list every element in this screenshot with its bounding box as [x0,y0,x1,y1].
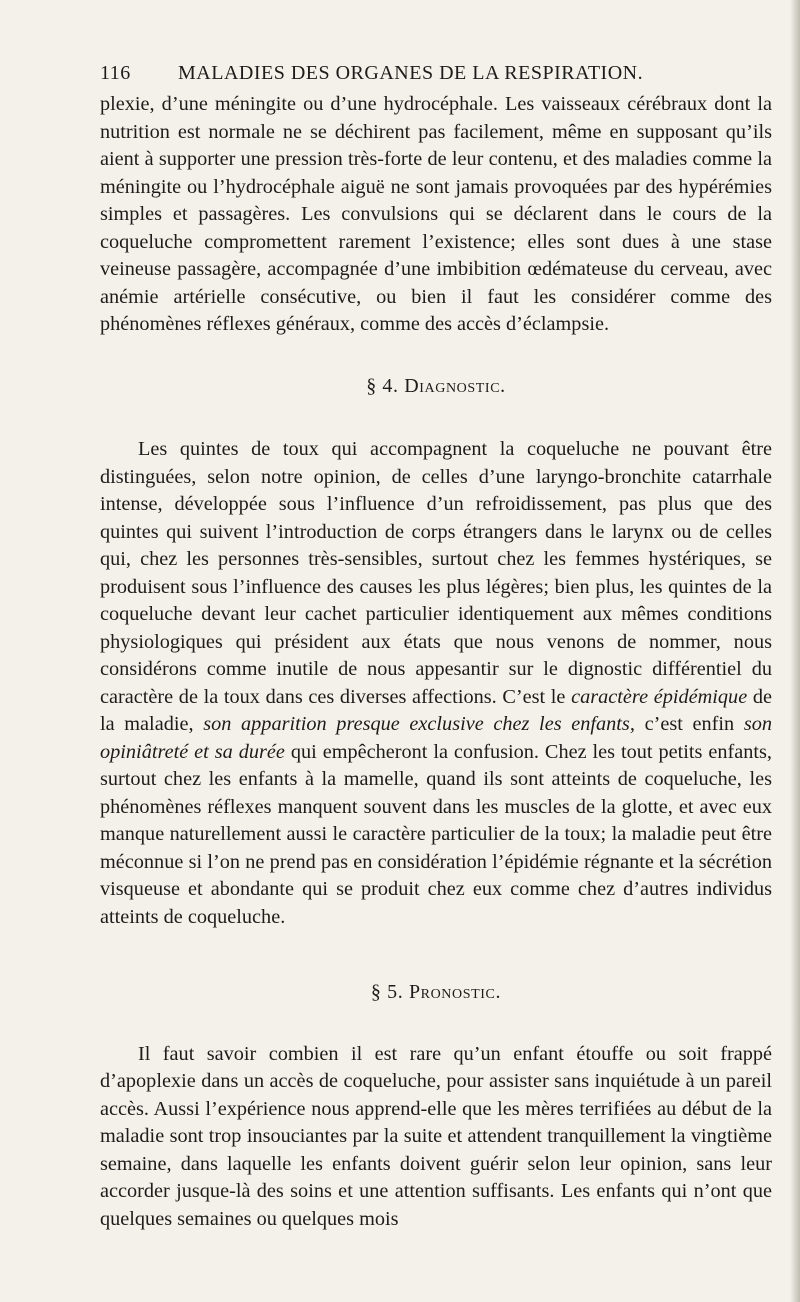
italic-phrase: son opiniâtreté et sa durée [100,713,773,763]
paragraph-continuation: plexie, d’une méningite ou d’une hydrocéphale. Les vaisseaux cérébraux dont la nutrition est normale ne se déchirent pas facilement, même en supposant qu’ils aient à supporter une pression très-forte de leur contenu, et des maladies comme la méningite ou l’hydrocéphale aiguë ne sont jamais provoquées par des hypérémies simples et passagères. Les convulsions qui se déclarent dans le cours de la coqueluche compromettent rarement l’existence; elles sont dues à une stase veineuse passagère, accompagnée d’une imbibition œdémateuse du cerveau, avec anémie artérielle consécutive, ou bien il faut les considérer comme des phénomènes réflexes généraux, comme des accès d’éclampsie. [100,93,772,335]
page-body [100,91,772,1233]
paragraph-pronostic: Il faut savoir combien il est rare qu’un enfant étouffe ou soit frappé d’apoplexie dans un accès de coqueluche, pour assister sans inquiétude à un pareil accès. Aussi l’expérience nous apprend-elle que les mères terrifiées au début de la maladie sont trop insouciantes par la suite et attendent tranquillement la vingtième semaine, dans laquelle les enfants doivent guérir selon leur opinion, sans leur accorder jusque-là des soins et une attention suffisants. Les enfants qui n’ont que quelques semaines ou quelques mois [100,1042,772,1230]
text-run: de la maladie, [100,685,773,735]
page-edge-shadow [790,0,800,1302]
section-heading-diagnostic [100,373,772,401]
section-heading-pronostic [100,979,772,1007]
paragraph-diagnostic [100,436,772,931]
page-number: 116 [100,62,131,84]
section-title: Pronostic. [408,981,502,1003]
section-title: Diagnostic. [404,374,506,397]
text-run: qui empêcheront la confusion. Chez les tout petits enfants, surtout chez les enfants à la mamelle, quand ils sont atteints de coqueluche, les phénomènes réflexes manquent souvent dans les muscles de la glotte, et avec eux manque naturellement aussi le caractère particulier de la toux; la maladie peut être méconnue si l’on ne prend pas en considération l’épidémie régnante et la sécrétion visqueuse et abondante qui se produit chez eux comme chez d’autres individus atteints de coqueluche. [100,740,772,928]
text-run: Les quintes de toux qui accompagnent la coqueluche ne pouvant être distinguées, selon notre opinion, de celles d’une laryngo-bronchite catarrhale intense, développée sous l’influence d’un refroidissement, pas plus que des quintes qui suivent l’introduction de corps étrangers dans le larynx ou de celles qui, chez les personnes très-sensibles, surtout chez les femmes hystériques, se produisent sous l’influence des causes les plus légères; bien plus, les quintes de la coqueluche devant leur cachet particulier identiquement aux mêmes conditions physiologiques qui président aux états que nous venons de nommer, nous considérons comme inutile de nous appesantir sur le dignostic différentiel du caractère de la toux dans ces diverses affections. C’est le [100,438,772,708]
italic-phrase: caractère épidémique [571,685,748,708]
section-number: § 5. [370,981,404,1003]
italic-phrase: son apparition presque exclusive chez les enfants, [203,713,635,735]
running-title: MALADIES DES ORGANES DE LA RESPIRATION. [178,62,644,84]
section-number: § 4. [366,374,399,397]
text-run: c’est enfin [644,713,735,735]
running-header [100,62,720,90]
